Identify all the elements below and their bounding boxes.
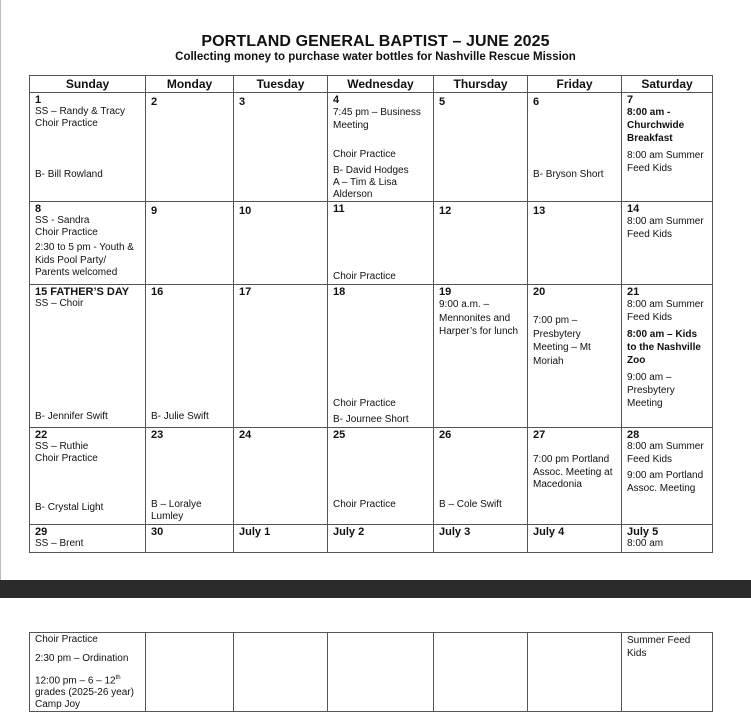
day-number: July 5 <box>627 526 659 538</box>
week-row <box>30 93 713 202</box>
day-cell <box>434 285 528 428</box>
event-text: 7:00 pm Portland Assoc. Meeting at Macedonia <box>533 454 613 490</box>
event-text: 7:45 pm – Business Meeting <box>333 107 421 131</box>
day-cell <box>528 525 622 553</box>
weekday-thursday: Thursday <box>434 76 528 93</box>
day-number: 10 <box>239 205 252 217</box>
event-text: 7:00 pm – Presbytery Meeting – Mt Moriah <box>533 315 591 367</box>
day-cell <box>622 428 713 525</box>
day-cell <box>146 285 234 428</box>
day-cell <box>234 633 328 712</box>
day-number: 2 <box>151 96 158 108</box>
day-cell <box>234 525 328 553</box>
event-text: Choir Practice <box>333 499 396 510</box>
day-number: 15 FATHER’S DAY <box>35 286 130 298</box>
event-text: 8:00 am - Churchwide Breakfast <box>627 107 685 144</box>
event-text: 9:00 am Portland Assoc. Meeting <box>627 470 704 494</box>
calendar-continued-grid <box>29 632 713 712</box>
event-text: 2:30 to 5 pm - Youth & Kids Pool Party/ Parents welcomed <box>35 242 134 278</box>
event-text: 8:00 am Summer Feed Kids <box>627 441 704 465</box>
event-text: Choir Practice <box>35 118 98 129</box>
day-cell <box>434 525 528 553</box>
birthday-text: B- Journee Short <box>333 414 409 425</box>
day-cell <box>328 428 434 525</box>
day-cell <box>622 202 713 285</box>
day-cell <box>234 93 328 202</box>
day-cell <box>30 202 146 285</box>
day-number: 27 <box>533 429 546 441</box>
week-row <box>30 428 713 525</box>
day-number: 8 <box>35 203 42 215</box>
event-text: SS - Sandra <box>35 215 90 226</box>
day-number: 14 <box>627 203 640 215</box>
event-text: 8:00 am – Kids to the Nashville Zoo <box>627 329 701 366</box>
day-number: 12 <box>439 205 452 217</box>
day-cell <box>528 202 622 285</box>
birthday-text: B- Bryson Short <box>533 169 604 180</box>
day-cell <box>30 93 146 202</box>
event-text: 2:30 pm – Ordination <box>35 653 129 664</box>
event-text: 8:00 am Summer Feed Kids <box>627 150 704 174</box>
week-row <box>30 525 713 553</box>
event-text: Choir Practice <box>333 398 396 409</box>
day-cell <box>528 285 622 428</box>
day-cell <box>434 633 528 712</box>
birthday-text: B- Jennifer Swift <box>35 411 108 422</box>
event-text: Choir Practice <box>333 271 396 282</box>
day-number: 5 <box>439 96 446 108</box>
event-text: SS – Ruthie <box>35 441 89 452</box>
day-number: July 2 <box>333 526 365 538</box>
day-number: July 1 <box>239 526 271 538</box>
day-cell <box>622 93 713 202</box>
day-number: 20 <box>533 286 546 298</box>
day-cell <box>528 93 622 202</box>
weekday-sunday: Sunday <box>30 76 146 93</box>
day-cell <box>328 202 434 285</box>
day-number: 16 <box>151 286 164 298</box>
day-number: 25 <box>333 429 346 441</box>
day-number: 13 <box>533 205 546 217</box>
day-cell <box>434 93 528 202</box>
event-text: Choir Practice <box>333 149 396 160</box>
event-text: SS – Choir <box>35 298 84 309</box>
birthday-text: B- David Hodges <box>333 165 409 176</box>
day-number: 7 <box>627 94 634 106</box>
day-cell <box>434 428 528 525</box>
event-text: 8:00 am <box>627 538 664 549</box>
day-number: 28 <box>627 429 640 441</box>
day-number: 6 <box>533 96 540 108</box>
day-cell <box>30 428 146 525</box>
day-cell <box>146 428 234 525</box>
calendar-title: PORTLAND GENERAL BAPTIST – JUNE 2025 <box>201 33 550 50</box>
day-cell <box>146 93 234 202</box>
birthday-text: B- Bill Rowland <box>35 169 103 180</box>
day-cell <box>30 525 146 553</box>
day-cell <box>328 633 434 712</box>
event-text: SS – Brent <box>35 538 84 549</box>
day-cell <box>234 285 328 428</box>
day-number: 1 <box>35 94 42 106</box>
birthday-text: B – Loralye Lumley <box>151 499 202 522</box>
day-cell <box>234 428 328 525</box>
day-number: 29 <box>35 526 48 538</box>
day-number: 4 <box>333 94 340 106</box>
day-cell <box>622 285 713 428</box>
day-cell <box>30 285 146 428</box>
page-edge <box>0 0 1 580</box>
day-cell <box>528 633 622 712</box>
day-number: July 3 <box>439 526 471 538</box>
day-cell <box>146 202 234 285</box>
birthday-text: B- Crystal Light <box>35 502 104 513</box>
day-cell <box>328 285 434 428</box>
page-break-band <box>0 580 751 598</box>
day-cell <box>146 633 234 712</box>
day-number: 17 <box>239 286 252 298</box>
event-text: 8:00 am Summer Feed Kids <box>627 299 704 323</box>
day-cell <box>622 633 713 712</box>
anniversary-text: A – Tim & Lisa Alderson <box>333 177 397 200</box>
week-row <box>30 633 713 712</box>
event-text: SS – Randy & Tracy <box>35 106 126 117</box>
weekday-header-row <box>30 76 713 93</box>
event-text: Choir Practice <box>35 227 98 238</box>
day-cell <box>622 525 713 553</box>
event-text: Choir Practice <box>35 634 98 645</box>
day-number: 9 <box>151 205 158 217</box>
day-cell <box>30 633 146 712</box>
event-text: 9:00 am – Presbytery Meeting <box>627 372 675 409</box>
day-number: 26 <box>439 429 452 441</box>
event-text: Summer Feed Kids <box>627 635 691 659</box>
day-number: 22 <box>35 429 48 441</box>
day-number: 11 <box>333 203 345 215</box>
day-number: 23 <box>151 429 164 441</box>
weekday-saturday: Saturday <box>622 76 713 93</box>
birthday-text: B- Julie Swift <box>151 411 209 422</box>
day-number: 30 <box>151 526 164 538</box>
calendar-subtitle: Collecting money to purchase water bottles for Nashville Rescue Mission <box>175 51 576 63</box>
calendar-grid <box>29 75 713 553</box>
event-text: 9:00 a.m. – Mennonites and Harper’s for lunch <box>439 299 519 337</box>
day-cell <box>146 525 234 553</box>
week-row <box>30 202 713 285</box>
event-text: Choir Practice <box>35 453 98 464</box>
week-row <box>30 285 713 428</box>
weekday-monday: Monday <box>146 76 234 93</box>
weekday-wednesday: Wednesday <box>328 76 434 93</box>
day-cell <box>528 428 622 525</box>
day-cell <box>434 202 528 285</box>
weekday-friday: Friday <box>528 76 622 93</box>
weekday-tuesday: Tuesday <box>234 76 328 93</box>
birthday-text: B – Cole Swift <box>439 499 502 510</box>
day-number: 3 <box>239 96 246 108</box>
day-number: 24 <box>239 429 252 441</box>
day-cell <box>234 202 328 285</box>
day-cell <box>328 93 434 202</box>
day-number: 21 <box>627 286 640 298</box>
day-number: July 4 <box>533 526 565 538</box>
day-number: 19 <box>439 286 452 298</box>
event-text: 8:00 am Summer Feed Kids <box>627 216 704 240</box>
event-text: 12:00 pm – 6 – 12th grades (2025-26 year) Camp Joy <box>35 675 134 711</box>
day-number: 18 <box>333 286 346 298</box>
day-cell <box>328 525 434 553</box>
